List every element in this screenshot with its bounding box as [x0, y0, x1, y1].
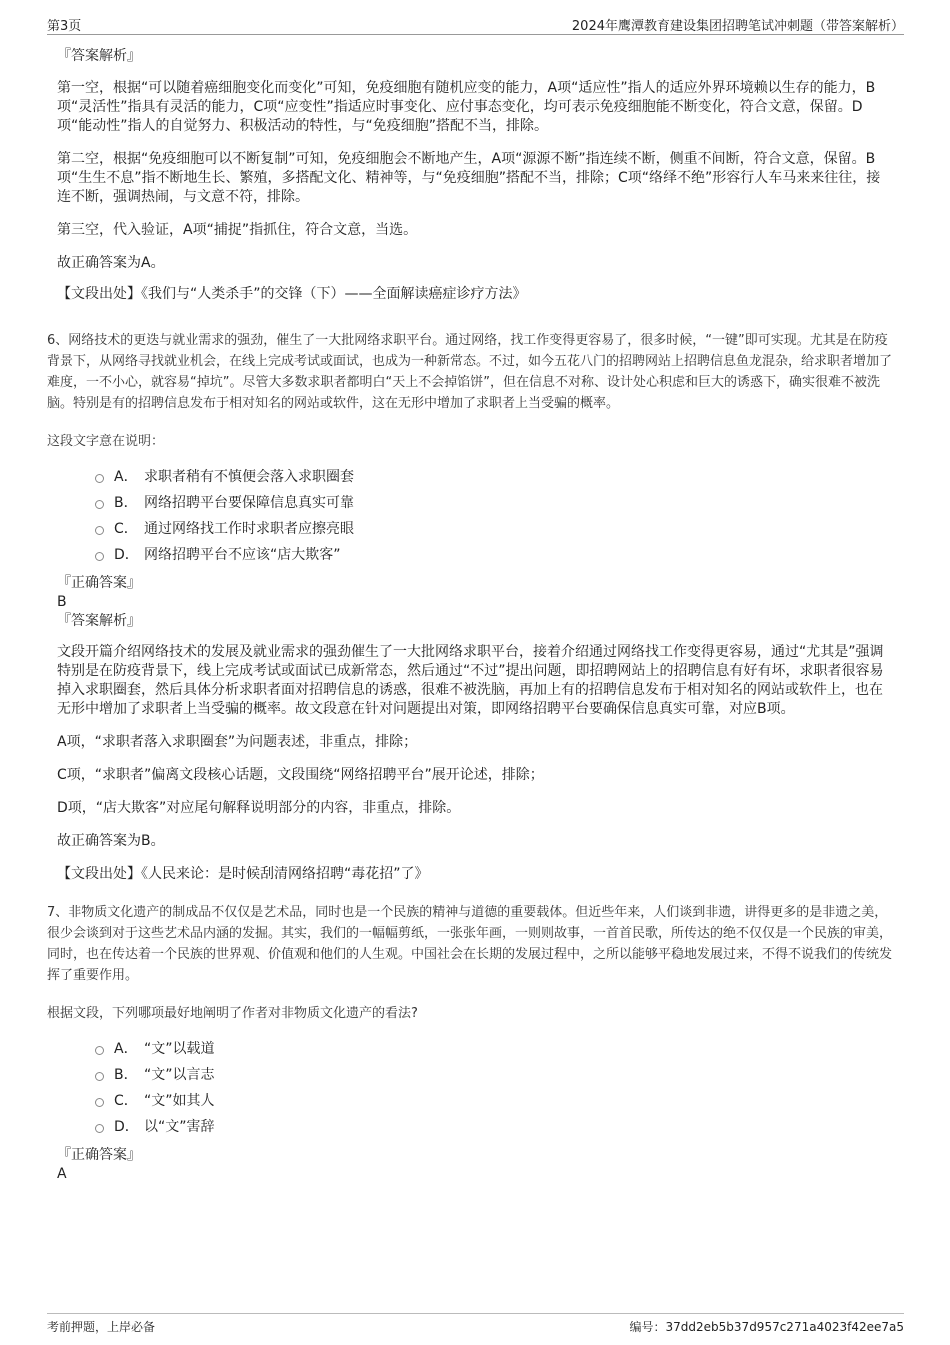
- analysis-paragraph: 第一空，根据“可以随着癌细胞变化而变化”可知，免疫细胞有随机应变的能力，A项“适应性”指人的适应外界环境赖以生存的能力，B项“灵活性”指具有灵活的能力，C项“应变性”指适应时事变化、应付事态变化，均可表示免疫细胞能不断变化，符合文意，保留。D项“能动性”指人的自觉努力、积极活动的特性，与“免疫细胞”搭配不当，排除。: [57, 80, 876, 134]
- option-d[interactable]: [95, 1113, 904, 1139]
- correct-answer-value: A: [57, 1166, 67, 1182]
- option-letter: B．: [114, 1067, 138, 1083]
- radio-button[interactable]: [95, 552, 104, 561]
- page-header: [47, 14, 904, 35]
- analysis-paragraph: C项，“求职者”偏离文段核心话题，文段围绕“网络招聘平台”展开论述，排除；: [57, 767, 544, 783]
- option-a[interactable]: [95, 463, 904, 489]
- option-letter: D．: [114, 1119, 139, 1135]
- option-text: 通过网络找工作时求职者应擦亮眼: [144, 521, 354, 537]
- option-text: 网络招聘平台不应该“店大欺客”: [144, 547, 341, 563]
- radio-button[interactable]: [95, 500, 104, 509]
- page-number: 第3页: [47, 19, 82, 34]
- question-6: [47, 330, 904, 884]
- analysis-conclusion: 故正确答案为B。: [57, 833, 165, 849]
- analysis-conclusion: 故正确答案为A。: [57, 255, 165, 271]
- analysis-paragraph: 第三空，代入验证，A项“捕捉”指抓住，符合文意，当选。: [57, 222, 418, 238]
- option-letter: C．: [114, 521, 138, 537]
- correct-answer-label: 『正确答案』: [57, 575, 141, 591]
- option-text: 求职者稍有不慎便会落入求职圈套: [144, 469, 354, 485]
- option-d[interactable]: [95, 541, 904, 567]
- radio-button[interactable]: [95, 1046, 104, 1055]
- q5-analysis-section: [47, 46, 904, 304]
- option-letter: B．: [114, 495, 138, 511]
- passage-source: 【文段出处】《人民来论：是时候刮清网络招聘“毒花招”了》: [57, 866, 429, 882]
- question-prompt: 这段文字意在说明：: [47, 434, 165, 449]
- answer-analysis-label: 『答案解析』: [57, 613, 141, 629]
- option-b[interactable]: [95, 1061, 904, 1087]
- option-c[interactable]: [95, 515, 904, 541]
- analysis-paragraph: D项，“店大欺客”对应尾句解释说明部分的内容，非重点，排除。: [57, 800, 461, 816]
- option-text: 网络招聘平台要保障信息真实可靠: [144, 495, 354, 511]
- option-letter: A．: [114, 1041, 138, 1057]
- option-b[interactable]: [95, 489, 904, 515]
- analysis-paragraph: A项，“求职者落入求职圈套”为问题表述，非重点，排除；: [57, 734, 418, 750]
- document-title: 2024年鹰潭教育建设集团招聘笔试冲刺题（带答案解析）: [571, 19, 904, 34]
- question-stem: 7、非物质文化遗产的制成品不仅仅是艺术品，同时也是一个民族的精神与道德的重要载体。但近些年来，人们谈到非遗，讲得更多的是非遗之美，很少会谈到对于这些艺术品内涵的发掘。其实，我们的一幅幅剪纸，一张张年画，一则则故事，一首首民歌，所传达的绝不仅仅是一个民族的审美，同时，也在传达着一个民族的世界观、价值观和他们的人生观。中国社会在长期的发展过程中，之所以能够平稳地发展过来，不得不说我们的传统发挥了重要作用。: [47, 905, 893, 983]
- radio-button[interactable]: [95, 1072, 104, 1081]
- radio-button[interactable]: [95, 1098, 104, 1107]
- radio-button[interactable]: [95, 1124, 104, 1133]
- option-list: [95, 463, 904, 567]
- footer-slogan: 考前押题，上岸必备: [47, 1320, 156, 1334]
- question-7: [47, 902, 904, 1183]
- option-c[interactable]: [95, 1087, 904, 1113]
- option-text: “文”以载道: [144, 1041, 215, 1057]
- question-prompt: 根据文段，下列哪项最好地阐明了作者对非物质文化遗产的看法?: [47, 1006, 418, 1021]
- option-text: “文”以言志: [144, 1067, 215, 1083]
- analysis-paragraph: 文段开篇介绍网络技术的发展及就业需求的强劲催生了一大批网络求职平台，接着介绍通过网络找工作变得更容易，通过“尤其是”强调特别是在防疫背景下，线上完成考试或面试已成新常态，然后通过“不过”提出问题，即招聘网站上的招聘信息有好有坏，求职者很容易掉入求职圈套，然后具体分析求职者面对招聘信息的诱惑，很难不被洗脑，再加上有的招聘信息发布于相对知名的网站或软件上，也在无形中增加了求职者上当受骗的概率。故文段意在针对问题提出对策，即网络招聘平台要确保信息真实可靠，对应B项。: [57, 644, 884, 717]
- radio-button[interactable]: [95, 526, 104, 535]
- correct-answer-label: 『正确答案』: [57, 1147, 141, 1163]
- correct-answer-value: B: [57, 594, 67, 610]
- option-letter: C．: [114, 1093, 138, 1109]
- document-body: [47, 46, 904, 1183]
- page-footer: [47, 1313, 904, 1338]
- question-stem: 6、网络技术的更迭与就业需求的强劲，催生了一大批网络求职平台。通过网络，找工作变得更容易了，很多时候，“一键”即可实现。尤其是在防疫背景下，从网络寻找就业机会，在线上完成考试或面试，也成为一种新常态。不过，如今五花八门的招聘网站上招聘信息鱼龙混杂，给求职者增加了难度，一不小心，就容易“掉坑”。尽管大多数求职者都明白“天上不会掉馅饼”，但在信息不对称、设计处心积虑和巨大的诱惑下，确实很难不被洗脑。特别是有的招聘信息发布于相对知名的网站或软件，这在无形中增加了求职者上当受骗的概率。: [47, 333, 893, 411]
- option-a[interactable]: [95, 1035, 904, 1061]
- option-text: 以“文”害辞: [144, 1119, 215, 1135]
- analysis-paragraph: 第二空，根据“免疫细胞可以不断复制”可知，免疫细胞会不断地产生，A项“源源不断”指连续不断，侧重不间断，符合文意，保留。B项“生生不息”指不断地生长、繁殖，多搭配文化、精神等，与“免疫细胞”搭配不当，排除；C项“络绎不绝”形容行人车马来来往往，接连不断，强调热闹，与文意不符，排除。: [57, 151, 881, 205]
- option-list: [95, 1035, 904, 1139]
- option-text: “文”如其人: [144, 1093, 215, 1109]
- radio-button[interactable]: [95, 474, 104, 483]
- option-letter: A．: [114, 469, 138, 485]
- passage-source: 【文段出处】《我们与“人类杀手”的交锋（下）——全面解读癌症诊疗方法》: [57, 286, 527, 302]
- document-id: 编号：37dd2eb5b37d957c271a4023f42ee7a5: [629, 1320, 904, 1334]
- option-letter: D．: [114, 547, 139, 563]
- answer-analysis-label: 『答案解析』: [57, 48, 141, 64]
